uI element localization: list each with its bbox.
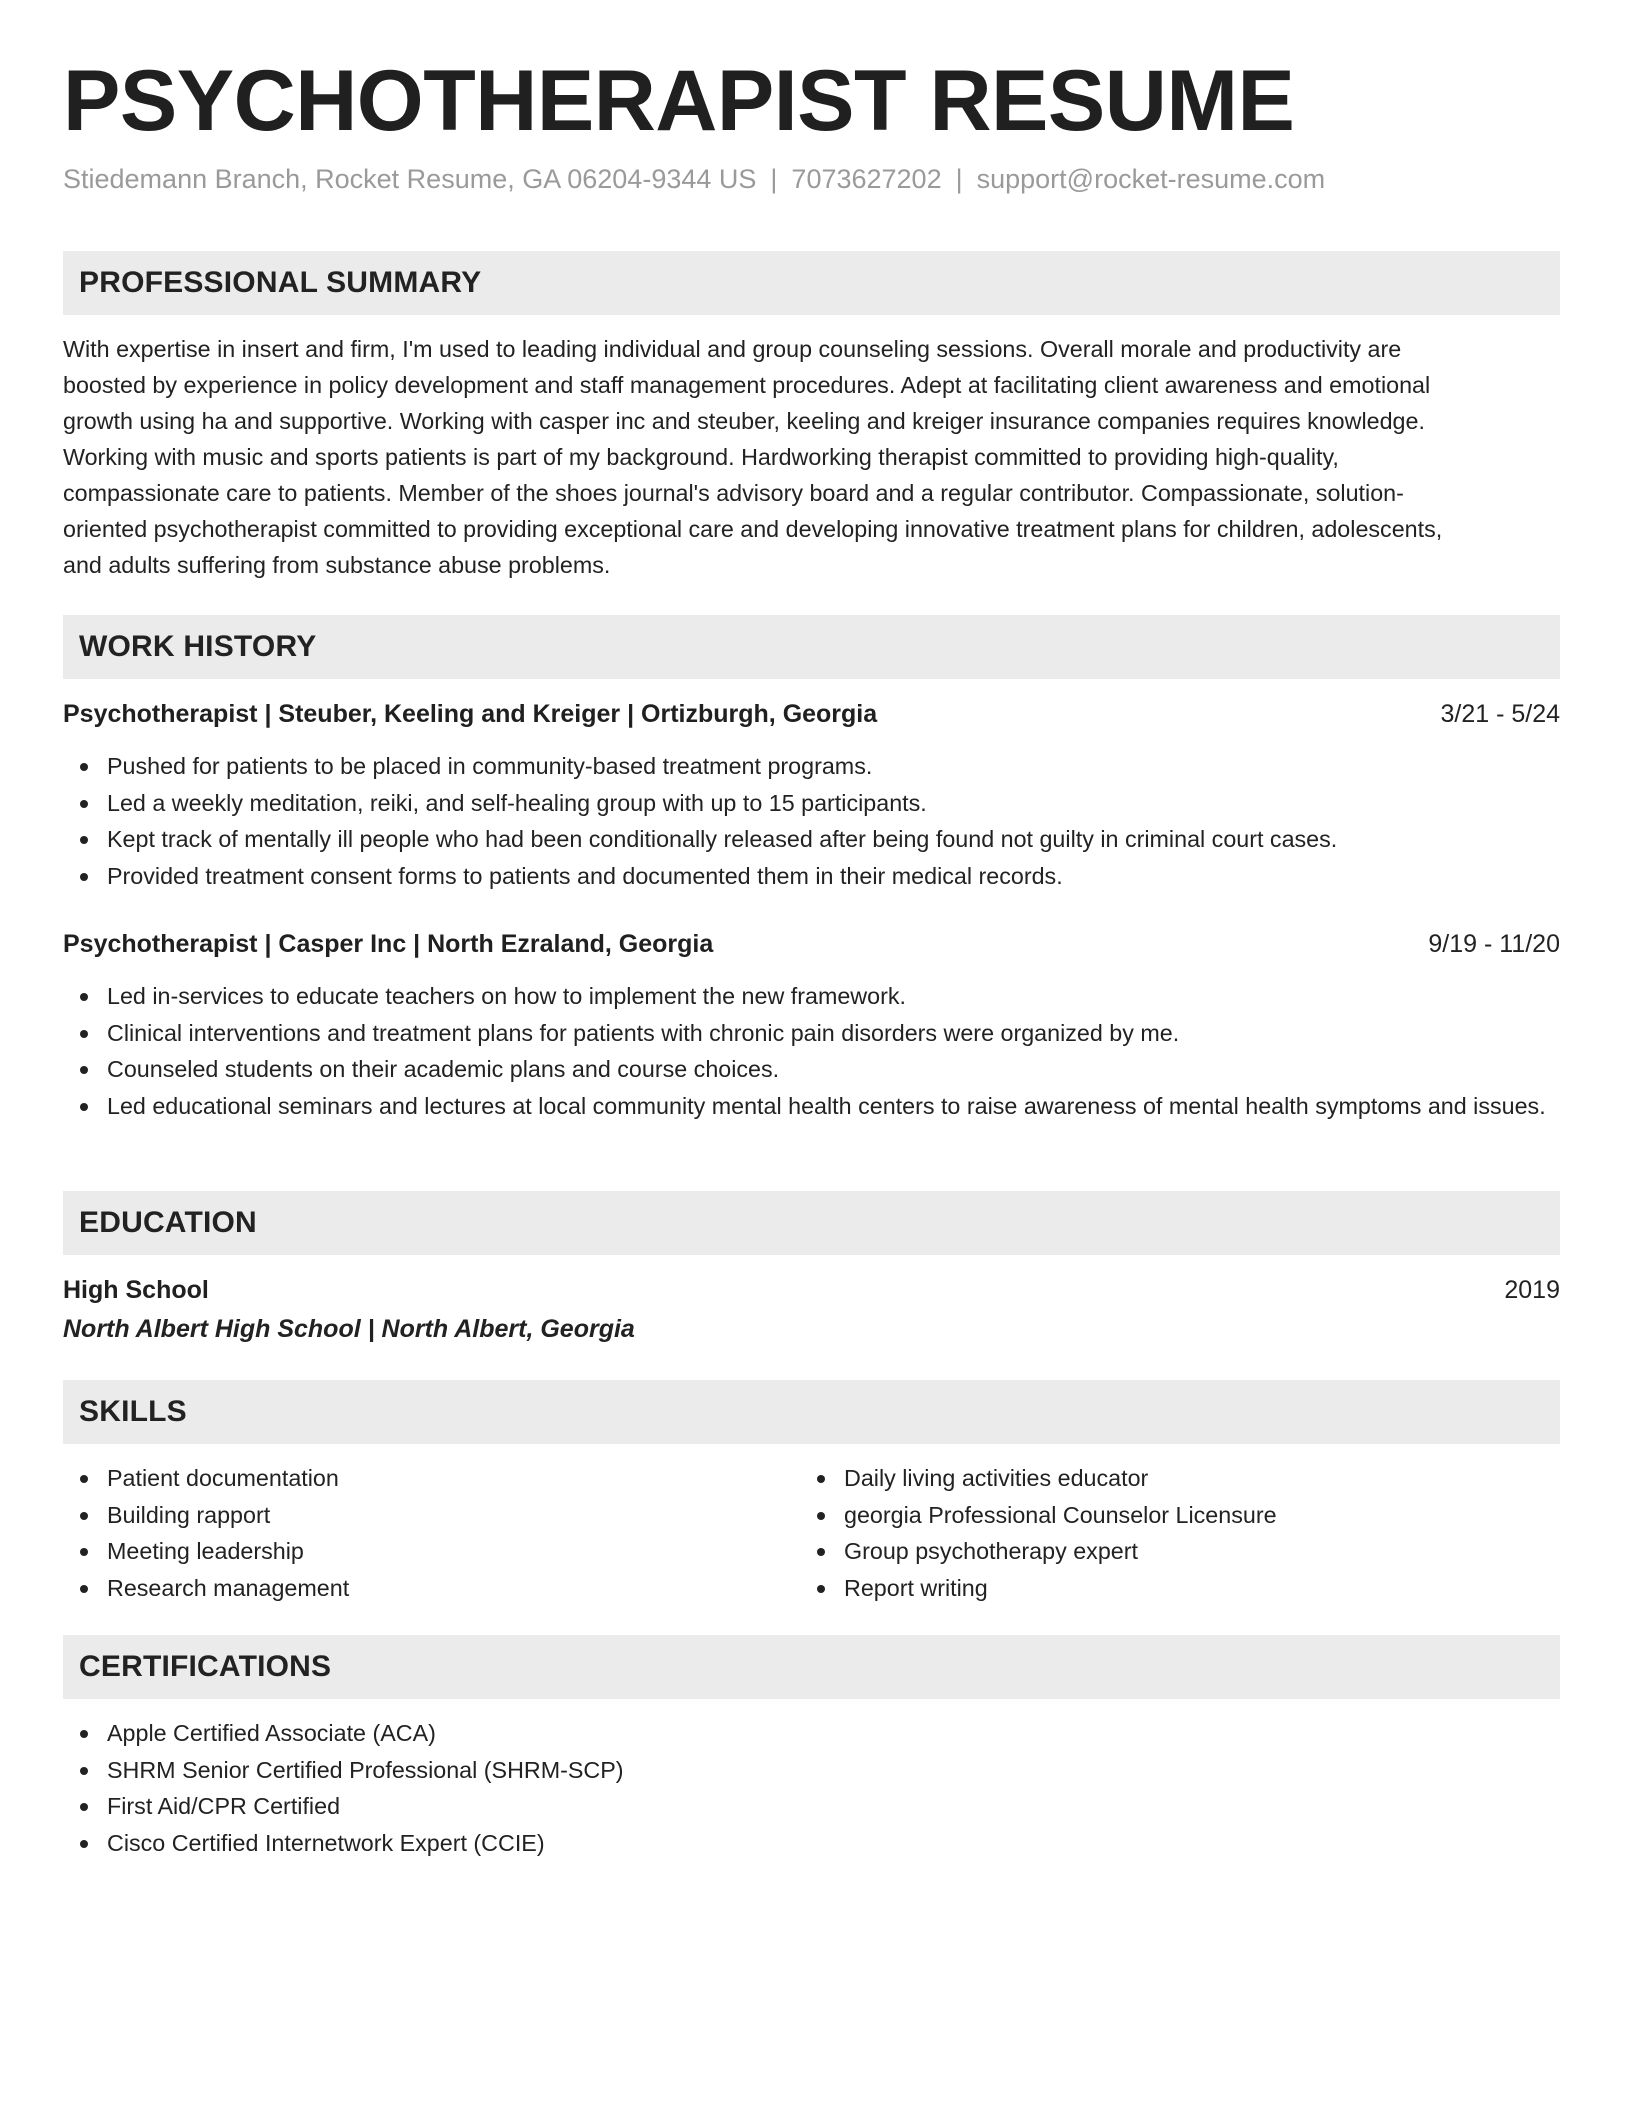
certification-item: Cisco Certified Internetwork Expert (CCIE) bbox=[63, 1825, 1560, 1862]
certification-item: SHRM Senior Certified Professional (SHRM-SCP) bbox=[63, 1752, 1560, 1789]
section-heading-certifications: CERTIFICATIONS bbox=[63, 1635, 1560, 1699]
summary-text bbox=[63, 331, 1560, 583]
contact-phone: 7073627202 bbox=[791, 164, 942, 194]
education-degree: High School bbox=[63, 1276, 209, 1304]
list-item: Provided treatment consent forms to patients and documented them in their medical records. bbox=[63, 858, 1560, 895]
contact-separator: | bbox=[770, 164, 778, 194]
certification-item: Apple Certified Associate (ACA) bbox=[63, 1715, 1560, 1752]
job-header bbox=[63, 696, 1560, 732]
summary-line: growth using ha and supportive. Working with casper inc and steuber, keeling and kreiger insurance companies requires knowledge. bbox=[63, 408, 1425, 434]
list-item: Led in-services to educate teachers on how to implement the new framework. bbox=[63, 978, 1560, 1015]
list-item: Led educational seminars and lectures at local community mental health centers to raise awareness of mental health symptoms and issues. bbox=[63, 1088, 1560, 1125]
contact-address: Stiedemann Branch, Rocket Resume, GA 06204-9344 US bbox=[63, 164, 757, 194]
job-header bbox=[63, 926, 1560, 962]
skill-item: Group psychotherapy expert bbox=[800, 1533, 1632, 1570]
job-title: Psychotherapist | Casper Inc | North Ezraland, Georgia bbox=[63, 930, 714, 958]
summary-line: and adults suffering from substance abuse problems. bbox=[63, 552, 611, 578]
section-heading-work: WORK HISTORY bbox=[63, 615, 1560, 679]
skill-item: Patient documentation bbox=[63, 1460, 1560, 1497]
job-dates: 3/21 - 5/24 bbox=[1440, 700, 1560, 728]
section-heading-summary: PROFESSIONAL SUMMARY bbox=[63, 251, 1560, 315]
summary-line: oriented psychotherapist committed to providing exceptional care and developing innovative treatment plans for children, adolescents, bbox=[63, 516, 1443, 542]
contact-email: support@rocket-resume.com bbox=[976, 164, 1326, 194]
section-heading-education: EDUCATION bbox=[63, 1191, 1560, 1255]
certifications-list bbox=[63, 1715, 1560, 1861]
list-item: Clinical interventions and treatment plans for patients with chronic pain disorders were organized by me. bbox=[63, 1015, 1560, 1052]
list-item: Counseled students on their academic plans and course choices. bbox=[63, 1051, 1560, 1088]
certification-item: First Aid/CPR Certified bbox=[63, 1788, 1560, 1825]
skill-item: Meeting leadership bbox=[63, 1533, 1560, 1570]
list-item: Kept track of mentally ill people who had been conditionally released after being found not guilty in criminal court cases. bbox=[63, 821, 1560, 858]
job-bullets bbox=[63, 748, 1560, 894]
education-header bbox=[63, 1272, 1560, 1308]
summary-line: Working with music and sports patients is part of my background. Hardworking therapist committed to providing high-quality, bbox=[63, 444, 1339, 470]
skills-list-right bbox=[800, 1460, 1632, 1606]
summary-line: compassionate care to patients. Member of the shoes journal's advisory board and a regular contributor. Compassionate, solution- bbox=[63, 480, 1404, 506]
summary-line: boosted by experience in policy development and staff management procedures. Adept at facilitating client awareness and emotional bbox=[63, 372, 1431, 398]
skill-item: Daily living activities educator bbox=[800, 1460, 1632, 1497]
section-heading-skills: SKILLS bbox=[63, 1380, 1560, 1444]
skill-item: Report writing bbox=[800, 1570, 1632, 1607]
education-school: North Albert High School | North Albert, Georgia bbox=[63, 1315, 635, 1343]
job-title: Psychotherapist | Steuber, Keeling and Kreiger | Ortizburgh, Georgia bbox=[63, 700, 878, 728]
education-year: 2019 bbox=[1504, 1276, 1560, 1304]
contact-separator: | bbox=[955, 164, 963, 194]
skill-item: Building rapport bbox=[63, 1497, 1560, 1534]
summary-line: With expertise in insert and firm, I'm used to leading individual and group counseling sessions. Overall morale and productivity are bbox=[63, 336, 1402, 362]
list-item: Led a weekly meditation, reiki, and self-healing group with up to 15 participants. bbox=[63, 785, 1560, 822]
list-item: Pushed for patients to be placed in community-based treatment programs. bbox=[63, 748, 1560, 785]
job-dates: 9/19 - 11/20 bbox=[1428, 930, 1560, 958]
skill-item: Research management bbox=[63, 1570, 1560, 1607]
skill-item: georgia Professional Counselor Licensure bbox=[800, 1497, 1632, 1534]
resume-title: PSYCHOTHERAPIST RESUME bbox=[63, 53, 1295, 149]
job-bullets bbox=[63, 978, 1560, 1124]
contact-line bbox=[63, 166, 1325, 193]
